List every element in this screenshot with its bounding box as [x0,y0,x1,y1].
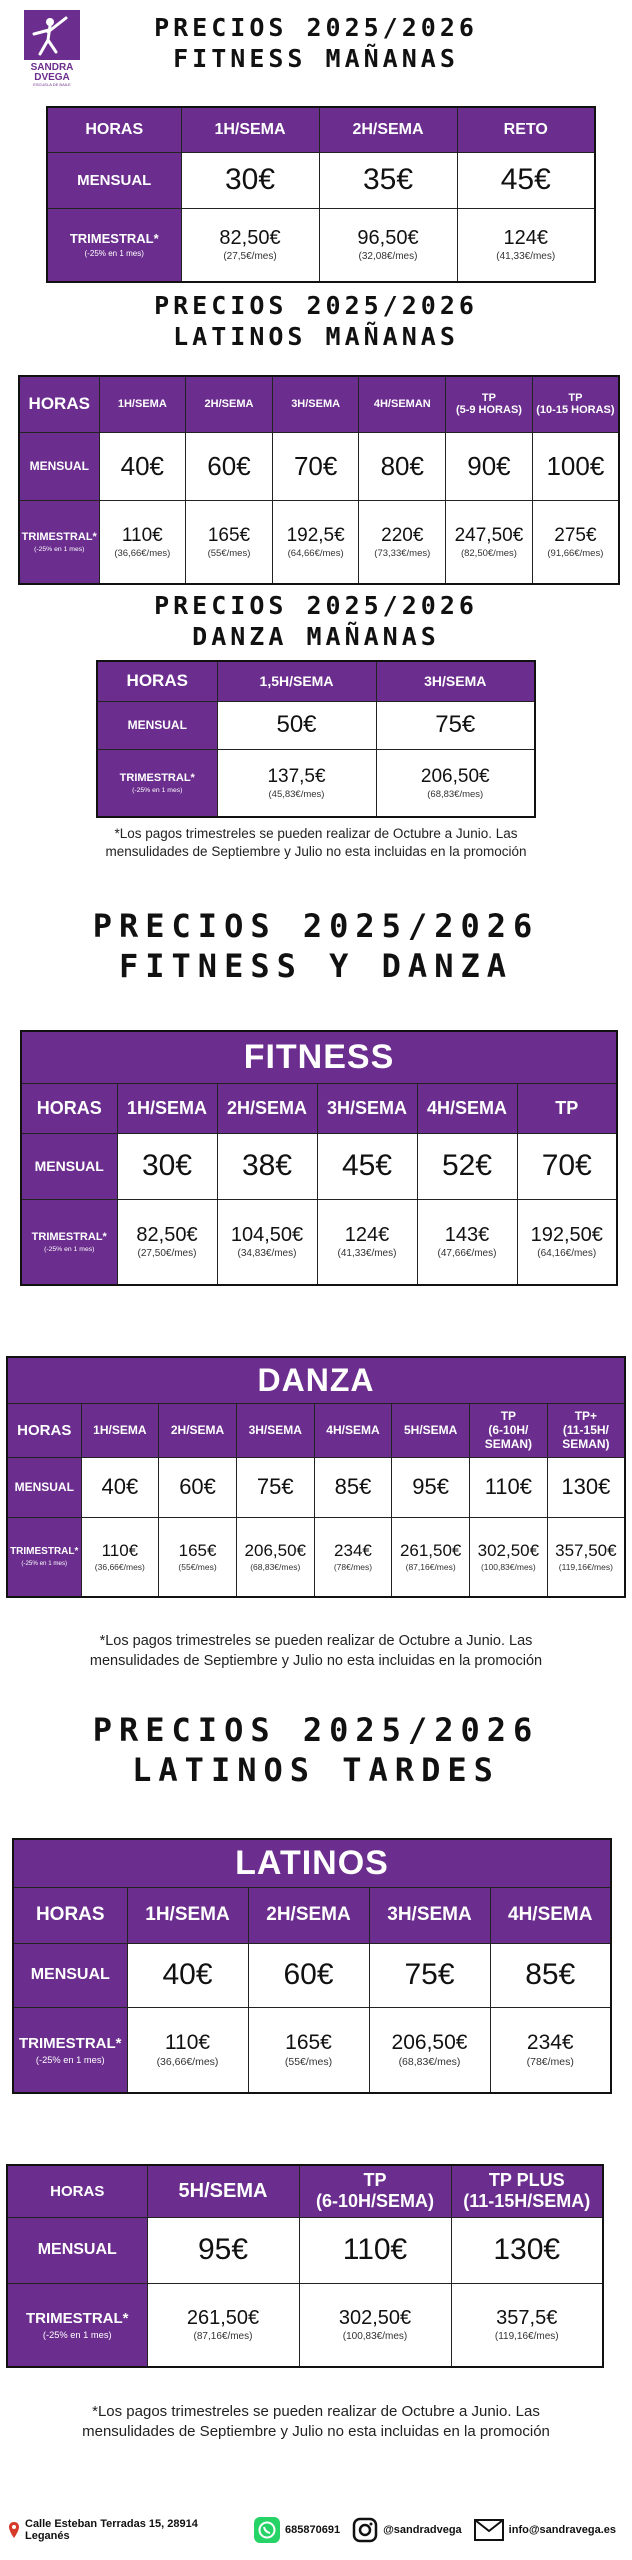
price-cell: 143€ (47,66€/mes) [417,1199,517,1285]
price-cell: 45€ [457,152,595,208]
header-cell: 3H/SEMA [376,661,535,701]
price-cell: 96,50€ (32,08€/mes) [319,208,457,282]
section-danza-mananas-title [0,590,632,653]
header-cell: 3H/SEMA [236,1403,314,1457]
header-cell: 1H/SEMA [81,1403,159,1457]
price-cell: 85€ [314,1457,392,1517]
price-cell: 261,50€ (87,16€/mes) [392,1517,470,1597]
price-cell: 261,50€ (87,16€/mes) [147,2283,299,2367]
price-cell: 110€ (36,66€/mes) [99,500,186,584]
payment-note [0,825,632,861]
price-cell: 90€ [446,432,533,500]
header-cell: HORAS [21,1083,117,1133]
row-label-trimestral: TRIMESTRAL* (-25% en 1 mes) [7,1517,81,1597]
header-cell: 1,5H/SEMA [217,661,376,701]
section-latinos-tardes-title [0,1710,632,1790]
price-cell: 110€ (36,66€/mes) [127,2007,248,2093]
price-cell: 165€ (55€/mes) [159,1517,237,1597]
header-cell: TP (10-15 HORAS) [532,376,619,432]
price-cell: 206,50€ (68,83€/mes) [369,2007,490,2093]
note-line: *Los pagos trimestreles se pueden realizar de Octubre a Junio. Las [114,826,518,841]
header-cell: 4H/SEMA [490,1887,611,1943]
note-line: mensulidades de Septiembre y Julio no esta incluidas en la promoción [89,1652,543,1669]
note-line: mensulidades de Septiembre y Julio no esta incluidas en la promoción [105,844,527,860]
price-cell: 85€ [490,1943,611,2007]
price-cell: 302,50€ (100,83€/mes) [299,2283,451,2367]
price-cell: 30€ [117,1133,217,1199]
email-item[interactable] [474,2519,616,2541]
header-cell: HORAS [19,376,99,432]
price-cell: 192,5€ (64,66€/mes) [272,500,359,584]
price-cell: 357,50€ (119,16€/mes) [547,1517,625,1597]
header-cell: 3H/SEMA [272,376,359,432]
price-cell: 40€ [99,432,186,500]
price-cell: 234€ (78€/mes) [314,1517,392,1597]
header-cell: HORAS [97,661,217,701]
row-label-mensual: MENSUAL [13,1943,127,2007]
svg-text:DVEGA: DVEGA [34,72,70,83]
price-cell: 95€ [392,1457,470,1517]
instagram-text: @sandradvega [383,2524,462,2536]
header-cell: 1H/SEMA [99,376,186,432]
header-cell: 5H/SEMA [147,2165,299,2217]
danza-table [6,1356,626,1598]
row-label-trimestral: TRIMESTRAL* (-25% en 1 mes) [7,2283,147,2367]
header-cell: 4H/SEMA [314,1403,392,1457]
fitness-table [20,1030,618,1286]
price-cell: 30€ [181,152,319,208]
payment-note [0,2402,632,2443]
header-cell: 2H/SEMA [319,107,457,152]
price-cell: 60€ [159,1457,237,1517]
phone-item[interactable] [254,2517,340,2543]
header-cell: HORAS [7,2165,147,2217]
header-cell: 2H/SEMA [186,376,273,432]
header-cell: 1H/SEMA [117,1083,217,1133]
price-cell: 75€ [236,1457,314,1517]
mail-icon [474,2519,504,2541]
payment-note [0,1632,632,1671]
title-line: FITNESS MAÑANAS [173,44,459,74]
price-cell: 206,50€ (68,83€/mes) [376,749,535,817]
price-cell: 60€ [186,432,273,500]
row-label-mensual: MENSUAL [19,432,99,500]
title-line: LATINOS MAÑANAS [173,322,459,352]
title-line: LATINOS TARDES [132,1751,500,1789]
header-cell: RETO [457,107,595,152]
header-cell: TP+ (11-15H/ SEMAN) [547,1403,625,1457]
header-cell: 2H/SEMA [217,1083,317,1133]
price-cell: 357,5€ (119,16€/mes) [451,2283,603,2367]
row-label-mensual: MENSUAL [7,2217,147,2283]
price-cell: 75€ [369,1943,490,2007]
header-cell: 1H/SEMA [127,1887,248,1943]
price-cell: 302,50€ (100,83€/mes) [470,1517,548,1597]
price-cell: 165€ (55€/mes) [248,2007,369,2093]
header-cell: HORAS [7,1403,81,1457]
address-text: Calle Esteban Terradas 15, 28914 Leganés [25,2518,198,2542]
phone-text: 685870691 [285,2524,341,2536]
row-label-trimestral: TRIMESTRAL* (-25% en 1 mes) [97,749,217,817]
price-cell: 130€ [451,2217,603,2283]
price-cell: 75€ [376,701,535,749]
price-cell: 50€ [217,701,376,749]
title-line: PRECIOS 2025/2026 [92,907,540,945]
price-cell: 247,50€ (82,50€/mes) [446,500,533,584]
note-line: *Los pagos trimestreles se pueden realizar de Octubre a Junio. Las [99,1633,533,1649]
price-cell: 104,50€ (34,83€/mes) [217,1199,317,1285]
price-cell: 45€ [317,1133,417,1199]
header-cell: TP [517,1083,617,1133]
danza-banner: DANZA [7,1357,625,1403]
price-cell: 80€ [359,432,446,500]
row-label-mensual: MENSUAL [47,152,181,208]
address-item [8,2518,242,2542]
title-line: FITNESS Y DANZA [119,947,513,985]
header-cell: 4H/SEMA [417,1083,517,1133]
svg-text:ESCUELA DE BAILE: ESCUELA DE BAILE [33,82,71,87]
header-cell: 3H/SEMA [317,1083,417,1133]
email-text: info@sandravega.es [508,2524,616,2536]
price-cell: 137,5€ (45,83€/mes) [217,749,376,817]
title-line: DANZA MAÑANAS [192,622,440,652]
price-cell: 124€ (41,33€/mes) [317,1199,417,1285]
latinos-tardes-extra-table [6,2164,604,2368]
whatsapp-icon [254,2517,280,2543]
price-cell: 40€ [81,1457,159,1517]
price-cell: 60€ [248,1943,369,2007]
row-label-trimestral: TRIMESTRAL* (-25% en 1 mes) [47,208,181,282]
header-cell: TP (6-10H/SEMA) [299,2165,451,2217]
price-cell: 110€ (36,66€/mes) [81,1517,159,1597]
row-label-mensual: MENSUAL [21,1133,117,1199]
price-cell: 52€ [417,1133,517,1199]
note-line: mensulidades de Septiembre y Julio no esta incluidas en la promoción [82,2423,550,2441]
header-cell: TP PLUS (11-15H/SEMA) [451,2165,603,2217]
header-cell: 5H/SEMA [392,1403,470,1457]
title-line: PRECIOS 2025/2026 [154,291,478,320]
row-label-mensual: MENSUAL [97,701,217,749]
price-cell: 40€ [127,1943,248,2007]
price-cell: 124€ (41,33€/mes) [457,208,595,282]
row-label-trimestral: TRIMESTRAL* (-25% en 1 mes) [13,2007,127,2093]
title-line: PRECIOS 2025/2026 [92,1711,540,1749]
svg-text:SANDRA: SANDRA [30,62,74,73]
price-cell: 38€ [217,1133,317,1199]
price-cell: 206,50€ (68,83€/mes) [236,1517,314,1597]
fitness-mananas-table [46,106,596,283]
price-cell: 275€ (91,66€/mes) [532,500,619,584]
row-label-mensual: MENSUAL [7,1457,81,1517]
fitness-banner: FITNESS [21,1031,617,1083]
price-cell: 70€ [272,432,359,500]
header-cell: 4H/SEMAN [359,376,446,432]
location-pin-icon [8,2521,20,2539]
header-cell: HORAS [13,1887,127,1943]
title-line: PRECIOS 2025/2026 [154,13,478,42]
row-label-trimestral: TRIMESTRAL* (-25% en 1 mes) [19,500,99,584]
latinos-mananas-table [18,375,620,585]
price-cell: 95€ [147,2217,299,2283]
price-cell: 220€ (73,33€/mes) [359,500,446,584]
section-fitness-mananas-title [0,12,632,75]
section-fitness-y-danza-title [0,906,632,986]
latinos-tardes-table [12,1838,612,2094]
section-latinos-mananas-title [0,290,632,353]
price-cell: 82,50€ (27,50€/mes) [117,1199,217,1285]
header-cell: TP (5-9 HORAS) [446,376,533,432]
price-cell: 110€ [470,1457,548,1517]
instagram-item[interactable] [352,2517,462,2543]
instagram-icon [352,2517,378,2543]
price-cell: 165€ (55€/mes) [186,500,273,584]
price-cell: 82,50€ (27,5€/mes) [181,208,319,282]
header-cell: 1H/SEMA [181,107,319,152]
price-cell: 110€ [299,2217,451,2283]
note-line: *Los pagos trimestreles se pueden realizar de Octubre a Junio. Las [92,2403,540,2420]
row-label-trimestral: TRIMESTRAL* (-25% en 1 mes) [21,1199,117,1285]
header-cell: HORAS [47,107,181,152]
price-cell: 130€ [547,1457,625,1517]
price-cell: 100€ [532,432,619,500]
contact-footer [8,2512,628,2548]
price-cell: 35€ [319,152,457,208]
latinos-banner: LATINOS [13,1839,611,1887]
price-cell: 234€ (78€/mes) [490,2007,611,2093]
header-cell: 2H/SEMA [159,1403,237,1457]
price-cell: 192,50€ (64,16€/mes) [517,1199,617,1285]
header-cell: 3H/SEMA [369,1887,490,1943]
header-cell: TP (6-10H/ SEMAN) [470,1403,548,1457]
danza-mananas-table [96,660,536,818]
title-line: PRECIOS 2025/2026 [154,591,478,620]
header-cell: 2H/SEMA [248,1887,369,1943]
price-cell: 70€ [517,1133,617,1199]
